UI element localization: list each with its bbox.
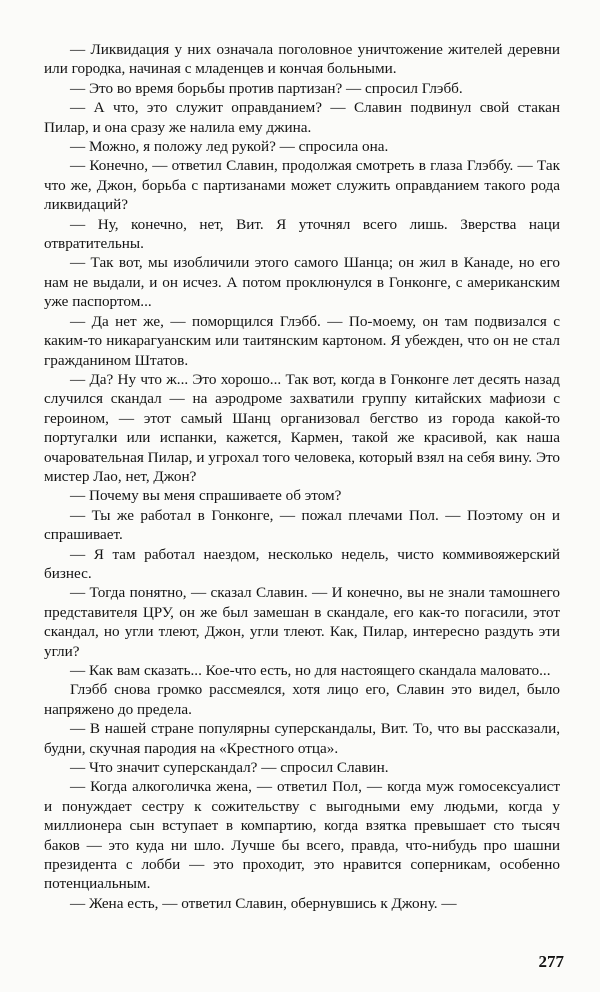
- paragraph: — Можно, я положу лед рукой? — спросила она.: [70, 138, 389, 156]
- paragraph: — Да нет же, — поморщился Глэбб. — По-моему, он там подвизался с каким-то никарагуанским или таитянским картоном. Я убежден, что он не стал гражданином Штатов.: [44, 312, 560, 369]
- body-text: [44, 40, 560, 913]
- paragraph: — Это во время борьбы против партизан? — спросил Глэбб.: [70, 79, 463, 97]
- paragraph: — Так вот, мы изобличили этого самого Шанца; он жил в Канаде, но его нам не выдали, и он исчез. А потом проклюнулся в Гонконге, с американским уже паспортом...: [44, 254, 560, 311]
- paragraph: — А что, это служит оправданием? — Славин подвинул свой стакан Пилар, и она сразу же налила ему джина.: [44, 99, 560, 136]
- paragraph: — Ну, конечно, нет, Вит. Я уточнял всего лишь. Зверства наци отвратительны.: [44, 215, 560, 253]
- paragraph: — Тогда понятно, — сказал Славин. — И конечно, вы не знали тамошнего представителя ЦРУ, он же был замешан в скандале, его как-то погасили, этот скандал, но угли тлеют, Джон, угли тлеют. Как, Пилар, интересно раздуть эти угли?: [44, 584, 560, 660]
- paragraph: — Я там работал наездом, несколько недель, чисто коммивояжерский бизнес.: [44, 545, 560, 582]
- paragraph: — Конечно, — ответил Славин, продолжая смотреть в глаза Глэббу. — Так что же, Джон, борьба с партизанами может служить оправданием такого рода ликвидаций?: [44, 157, 560, 214]
- paragraph: — Жена есть, — ответил Славин, обернувшись к Джону. —: [70, 894, 457, 912]
- paragraph: Глэбб снова громко рассмеялся, хотя лицо его, Славин это видел, было напряжено до предела.: [44, 681, 560, 718]
- paragraph: — Ты же работал в Гонконге, — пожал плечами Пол. — Поэтому он и спрашивает.: [44, 506, 560, 544]
- paragraph: — Когда алкоголичка жена, — ответил Пол, — когда муж гомосексуалист и понуждает сестру к сожительству с выгодными ему людьми, когда у миллионера сын вступает в компартию, когда взятка превышает сто тысяч баков — это куда ни шло. Лучше бы всего, правда, что-нибудь про шашни президента с лобби — это проходит, это нравится соперникам, особенно потенциальным.: [44, 778, 560, 893]
- paragraph: — Как вам сказать... Кое-что есть, но для настоящего скандала маловато...: [70, 662, 551, 679]
- paragraph: — Ликвидация у них означала поголовное уничтожение жителей деревни или городка, начиная с младенцев и кончая больными.: [44, 41, 560, 78]
- paragraph: — Что значит суперскандал? — спросил Славин.: [70, 759, 389, 777]
- paragraph: — В нашей стране популярны суперскандалы, Вит. То, что вы рассказали, будни, скучная пародия на «Крестного отца».: [44, 720, 560, 757]
- page-number: 277: [538, 952, 564, 971]
- paragraph: — Почему вы меня спрашиваете об этом?: [70, 487, 342, 505]
- paragraph: — Да? Ну что ж... Это хорошо... Так вот, когда в Гонконге лет десять назад случился скандал — на аэродроме захватили группу китайских мафиози с героином, — этот самый Шанц организовал бегство из города какой-то португалки или испанки, кажется, Кармен, такой же красивой, как наша очаровательная Пилар, и угрохал того человека, который взял на себя вину. Это мистер Лао, нет, Джон?: [44, 370, 560, 485]
